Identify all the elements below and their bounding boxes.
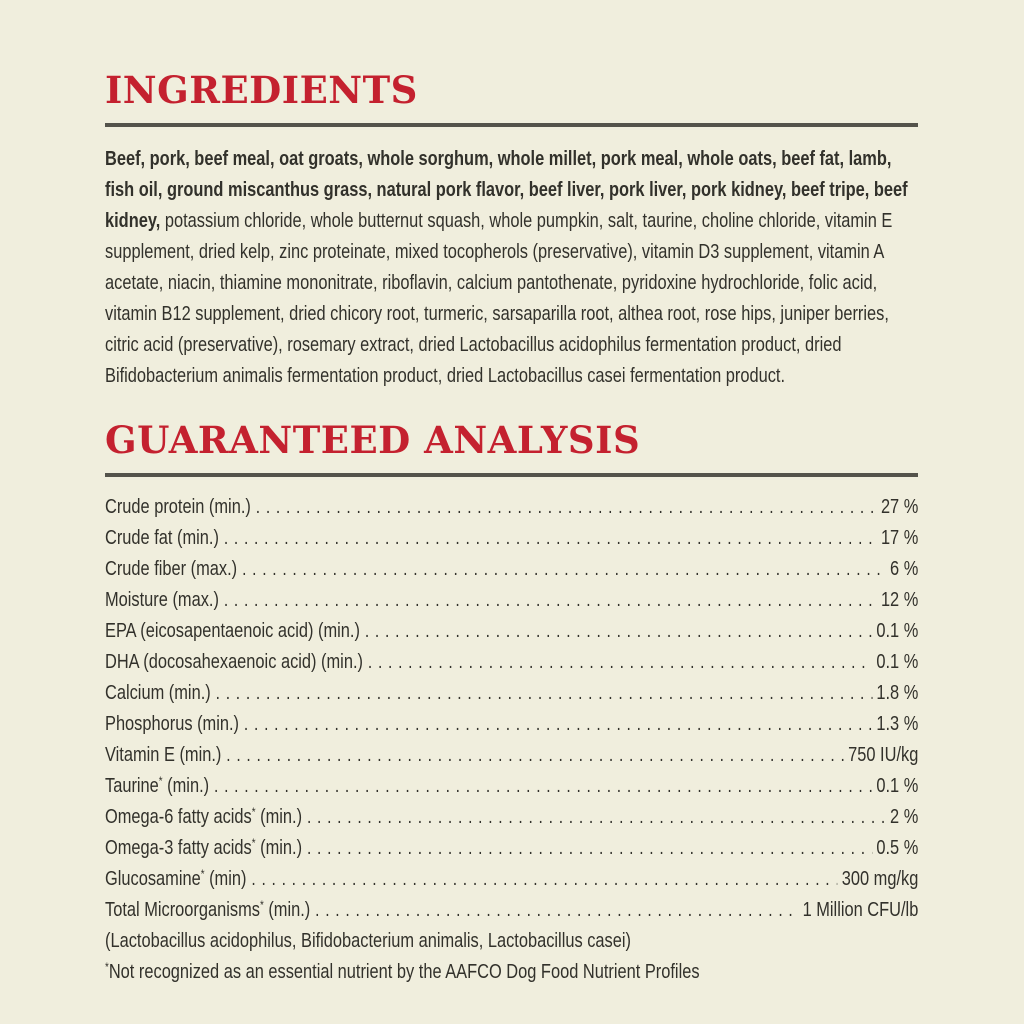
row-value: 750 IU/kg: [848, 744, 919, 766]
asterisk-sup: *: [158, 774, 163, 788]
analysis-row-phosphorus: [105, 709, 918, 740]
asterisk-sup: *: [200, 867, 205, 881]
dot-leader: [251, 864, 837, 895]
analysis-row-moisture: [105, 585, 918, 616]
nutrient-name: DHA (docosahexaenoic acid): [105, 651, 317, 673]
analysis-row-calcium: [105, 678, 918, 709]
ingredients-regular-text: potassium chloride, whole butternut squash, whole pumpkin, salt, taurine, choline chloride, vitamin E supplement, dried kelp, zinc proteinate, mixed tocopherols (preservative), vitamin D3 supplement, vitamin A acetate, niacin, thiamine mononitrate, riboflavin, calcium pantothenate, pyridoxine hydrochloride, folic acid, vitamin B12 supplement, dried chicory root, turmeric, sarsaparilla root, althea root, rose hips, juniper berries, citric acid (preservative), rosemary extract, dried Lactobacillus acidophilus fermentation product, dried Bifidobacterium animalis fermentation product, dried Lactobacillus casei fermentation product.: [105, 210, 893, 387]
row-value: 2 %: [890, 806, 919, 828]
min-max-qualifier: (max.): [167, 589, 219, 611]
dot-leader: [256, 492, 877, 523]
min-max-qualifier: (max.): [186, 558, 238, 580]
min-max-qualifier: (min.): [255, 837, 303, 859]
analysis-row-epa: [105, 616, 918, 647]
row-value: 27 %: [880, 496, 919, 518]
row-value: 0.5 %: [876, 837, 919, 859]
nutrient-name: Taurine: [105, 775, 159, 797]
ingredients-paragraph: [105, 144, 918, 392]
nutrient-name: Moisture: [105, 589, 168, 611]
analysis-row-vitamin-e: [105, 740, 918, 771]
min-max-qualifier: (min.): [162, 775, 210, 797]
min-max-qualifier: (min.): [172, 527, 219, 549]
dot-leader: [214, 771, 872, 802]
dot-leader: [224, 523, 877, 554]
row-label: [105, 492, 251, 523]
min-max-qualifier: (min.): [316, 651, 363, 673]
nutrient-name: Crude fiber: [105, 558, 187, 580]
nutrient-name: Vitamin E: [105, 744, 175, 766]
analysis-row-crude-fiber: [105, 554, 918, 585]
analysis-row-taurine: [105, 771, 918, 802]
row-value: 0.1 %: [876, 651, 919, 673]
asterisk-sup: *: [251, 805, 256, 819]
nutrient-name: EPA (eicosapentaenoic acid): [105, 620, 314, 642]
nutrient-name: Calcium: [105, 682, 165, 704]
row-value: 1 Million CFU/lb: [802, 899, 919, 921]
row-label: [105, 616, 360, 647]
row-label: [105, 802, 302, 833]
min-max-qualifier: (min.): [192, 713, 240, 735]
row-label: [105, 895, 310, 926]
analysis-row-glucosamine: [105, 864, 918, 895]
min-max-qualifier: (min.): [255, 806, 303, 828]
dot-leader: [224, 585, 877, 616]
min-max-qualifier: (min.): [204, 496, 251, 518]
nutrient-name: Glucosamine: [105, 868, 201, 890]
row-label: [105, 647, 363, 678]
min-max-qualifier: (min.): [164, 682, 211, 704]
min-max-qualifier: (min.): [263, 899, 311, 921]
row-label: [105, 771, 209, 802]
aafco-footnote-text: Not recognized as an essential nutrient by the AAFCO Dog Food Nutrient Profiles: [108, 961, 700, 983]
row-label: [105, 740, 221, 771]
dot-leader: [307, 833, 872, 864]
row-value: 1.3 %: [876, 713, 919, 735]
dot-leader: [315, 895, 798, 926]
asterisk-sup: *: [251, 836, 256, 850]
analysis-row-omega-6: [105, 802, 918, 833]
row-label: [105, 864, 246, 895]
row-label: [105, 554, 237, 585]
dot-leader: [368, 647, 872, 678]
row-value: 17 %: [880, 527, 919, 549]
analysis-row-dha: [105, 647, 918, 678]
row-value: 6 %: [890, 558, 919, 580]
nutrient-name: Total Microorganisms: [105, 899, 260, 921]
min-max-qualifier: (min.): [174, 744, 222, 766]
row-value: 1.8 %: [876, 682, 919, 704]
nutrient-name: Crude protein: [105, 496, 205, 518]
dot-leader: [242, 554, 886, 585]
dot-leader: [244, 709, 872, 740]
analysis-row-total-microorganisms: [105, 895, 918, 926]
dot-leader: [226, 740, 844, 771]
analysis-row-crude-fat: [105, 523, 918, 554]
guaranteed-analysis-heading: GUARANTEED ANALYSIS: [105, 418, 641, 462]
row-value: 12 %: [880, 589, 919, 611]
nutrient-name: Omega-6 fatty acids: [105, 806, 252, 828]
asterisk-sup: *: [259, 898, 264, 912]
row-label: [105, 833, 302, 864]
ingredients-bold-text: Beef, pork, beef meal, oat groats, whole sorghum, whole millet, pork meal, whole oats, beef fat, lamb, fish oil, ground miscanthus grass, natural pork flavor, beef liver, pork liver, pork kidney, beef tripe, beef kidney,: [105, 148, 908, 232]
guaranteed-analysis-divider: [105, 473, 918, 477]
dot-leader: [365, 616, 872, 647]
nutrient-name: Omega-3 fatty acids: [105, 837, 252, 859]
guaranteed-analysis-list: [105, 492, 918, 926]
nutrient-name: Phosphorus: [105, 713, 193, 735]
analysis-row-omega-3: [105, 833, 918, 864]
microorganisms-species-note: (Lactobacillus acidophilus, Bifidobacterium animalis, Lactobacillus casei): [105, 930, 631, 952]
min-max-qualifier: (min): [204, 868, 247, 890]
row-value: 0.1 %: [876, 620, 919, 642]
dot-leader: [216, 678, 873, 709]
row-label: [105, 709, 239, 740]
row-label: [105, 523, 219, 554]
min-max-qualifier: (min.): [313, 620, 360, 642]
aafco-footnote: [105, 957, 918, 988]
row-label: [105, 678, 211, 709]
row-value: 0.1 %: [876, 775, 919, 797]
ingredients-divider: [105, 123, 918, 127]
ingredients-heading: INGREDIENTS: [105, 68, 418, 112]
row-value: 300 mg/kg: [841, 868, 919, 890]
analysis-row-crude-protein: [105, 492, 918, 523]
dot-leader: [307, 802, 886, 833]
nutrient-name: Crude fat: [105, 527, 173, 549]
row-label: [105, 585, 219, 616]
asterisk-sup: *: [105, 960, 109, 974]
